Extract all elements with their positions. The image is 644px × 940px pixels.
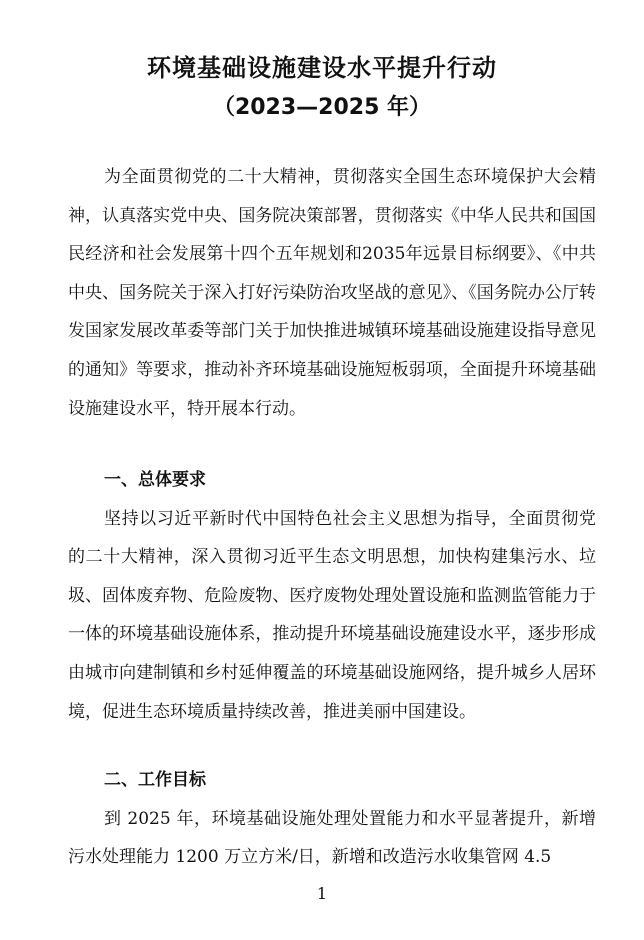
section-overall-requirements: [68, 461, 596, 731]
section-work-targets: [68, 761, 596, 877]
section-paragraph: 到 2025 年，环境基础设施处理处置能力和水平显著提升，新增污水处理能力 1200 万立方米/日，新增和改造污水收集管网 4.5: [68, 808, 596, 868]
section-heading: 二、工作目标: [104, 770, 206, 790]
section-heading: 一、总体要求: [104, 470, 206, 490]
section-paragraph: 坚持以习近平新时代中国特色社会主义思想为指导，全面贯彻党的二十大精神，深入贯彻习近平生态文明思想，加快构建集污水、垃圾、固体废弃物、危险废物、医疗废物处理处置设施和监测监管能力于一体的环境基础设施体系，推动提升环境基础设施建设水平，逐步形成由城市向建制镇和乡村延伸覆盖的环境基础设施网络，提升城乡人居环境，促进生态环境质量持续改善，推进美丽中国建设。: [68, 508, 596, 722]
intro-section: [68, 158, 596, 428]
document-title: 环境基础设施建设水平提升行动: [147, 54, 497, 82]
intro-paragraph: 为全面贯彻党的二十大精神，贯彻落实全国生态环境保护大会精神，认真落实党中央、国务院决策部署，贯彻落实《中华人民共和国国民经济和社会发展第十四个五年规划和2035年远景目标纲要》、《中共中央、国务院关于深入打好污染防治攻坚战的意见》、《国务院办公厅转发国家发展改革委等部门关于加快推进城镇环境基础设施建设指导意见的通知》等要求，推动补齐环境基础设施短板弱项，全面提升环境基础设施建设水平，特开展本行动。: [68, 167, 596, 419]
page-number: 1: [316, 884, 328, 903]
document-subtitle: （2023—2025 年）: [212, 95, 432, 120]
